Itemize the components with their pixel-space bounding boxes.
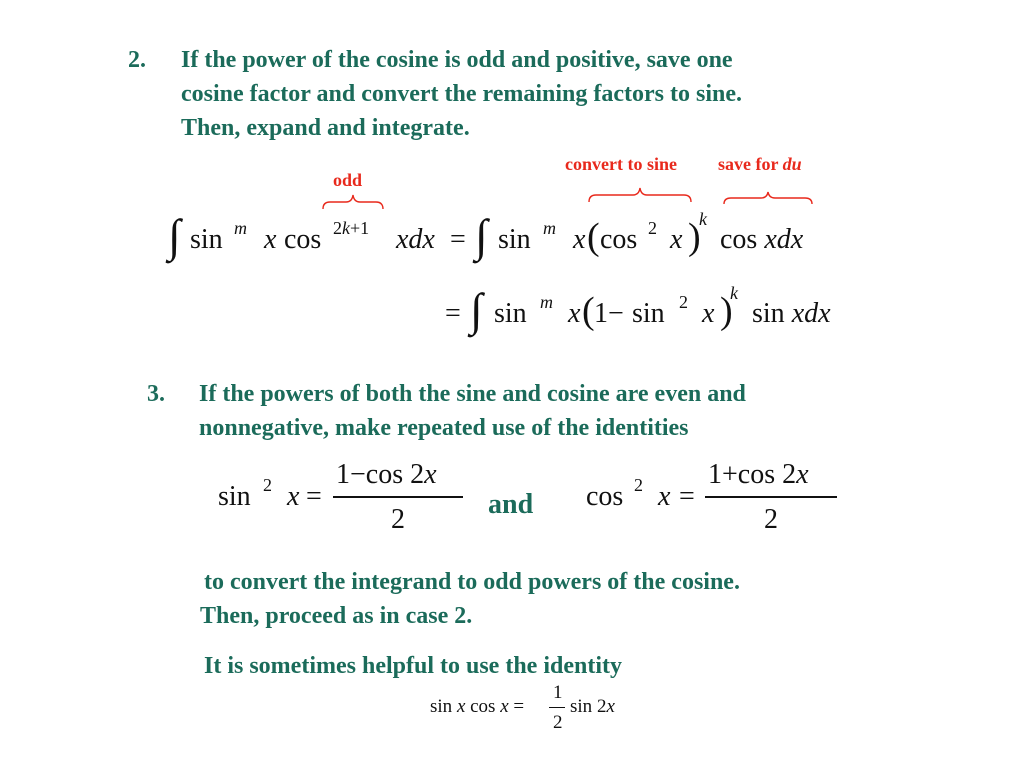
sin-fn: sin (498, 224, 531, 255)
identity-rhs: sin 2x (570, 696, 615, 717)
case-2-line-3: Then, expand and integrate. (181, 115, 470, 141)
numerator-1-minus-cos2x: 1−cos 2x (336, 459, 437, 490)
power-2k-plus-1: 2k+1 (333, 218, 370, 238)
power-k: k (699, 209, 707, 229)
sin-xdx-term: sin xdx (752, 298, 831, 329)
denominator-2: 2 (764, 504, 778, 535)
convert-brace (588, 186, 692, 204)
save-for-du-brace (723, 190, 813, 206)
fraction-bar (705, 496, 837, 498)
sin-fn: sin (494, 298, 527, 329)
case-2-line-2: cosine factor and convert the remaining factors to sine. (181, 81, 743, 107)
helpful-line: It is sometimes helpful to use the identity (204, 653, 622, 679)
var-x: x (568, 298, 581, 329)
var-x: x (287, 481, 300, 512)
power-m: m (540, 292, 553, 312)
followup-line-2: Then, proceed as in case 2. (200, 603, 473, 629)
sin-fn: sin (190, 224, 223, 255)
equals-sign: = (306, 481, 322, 512)
denominator-2: 2 (391, 504, 405, 535)
sin-fn: sin (218, 481, 251, 512)
var-x: x (573, 224, 586, 255)
identity-lhs: sin x cos x = (430, 696, 525, 717)
equals-sign: = (445, 298, 461, 329)
odd-brace (322, 193, 384, 211)
identity-fraction-bar (549, 707, 565, 708)
one-minus-term: 1− (594, 298, 624, 329)
integral-sign: ∫ (470, 284, 483, 335)
fraction-bar (333, 496, 463, 498)
left-paren: ( (587, 216, 600, 258)
power-k: k (730, 283, 738, 303)
case-2-number: 2. (128, 47, 146, 73)
left-paren: ( (582, 290, 595, 332)
integral-sign: ∫ (475, 210, 488, 261)
case-2-line-1: If the power of the cosine is odd and positive, save one (181, 47, 733, 73)
right-paren: ) (720, 290, 733, 332)
identity-numerator: 1 (553, 682, 563, 703)
power-m: m (234, 218, 247, 238)
and-word: and (488, 489, 534, 520)
followup-line-1: to convert the integrand to odd powers of the cosine. (204, 569, 740, 595)
power-m: m (543, 218, 556, 238)
cos-xdx-term: cos xdx (720, 224, 804, 255)
cos-fn: cos (586, 481, 624, 512)
var-x: x (658, 481, 671, 512)
du-text: du (782, 154, 802, 174)
power-2: 2 (263, 475, 272, 495)
right-paren: ) (688, 216, 701, 258)
var-x: x (670, 224, 683, 255)
numerator-1-plus-cos2x: 1+cos 2x (708, 459, 809, 490)
case-3-line-2: nonnegative, make repeated use of the identities (199, 415, 689, 441)
power-2: 2 (634, 475, 643, 495)
equals-sign: = (679, 481, 695, 512)
power-2: 2 (648, 218, 657, 238)
save-for-du-annotation (718, 154, 802, 175)
equals-sign: = (450, 224, 466, 255)
var-x: x (264, 224, 277, 255)
cos-fn: cos (600, 224, 638, 255)
xdx-term: xdx (396, 224, 435, 255)
identity-denominator: 2 (553, 712, 563, 733)
power-2: 2 (679, 292, 688, 312)
cos-fn: cos (284, 224, 322, 255)
integral-sign: ∫ (168, 210, 181, 261)
case-3-line-1: If the powers of both the sine and cosine are even and (199, 381, 746, 407)
sin-fn: sin (632, 298, 665, 329)
save-for-text: save for (718, 154, 779, 174)
convert-to-sine-annotation: convert to sine (565, 154, 677, 174)
var-x: x (702, 298, 715, 329)
case-3-number: 3. (147, 381, 165, 407)
odd-annotation: odd (333, 170, 363, 190)
